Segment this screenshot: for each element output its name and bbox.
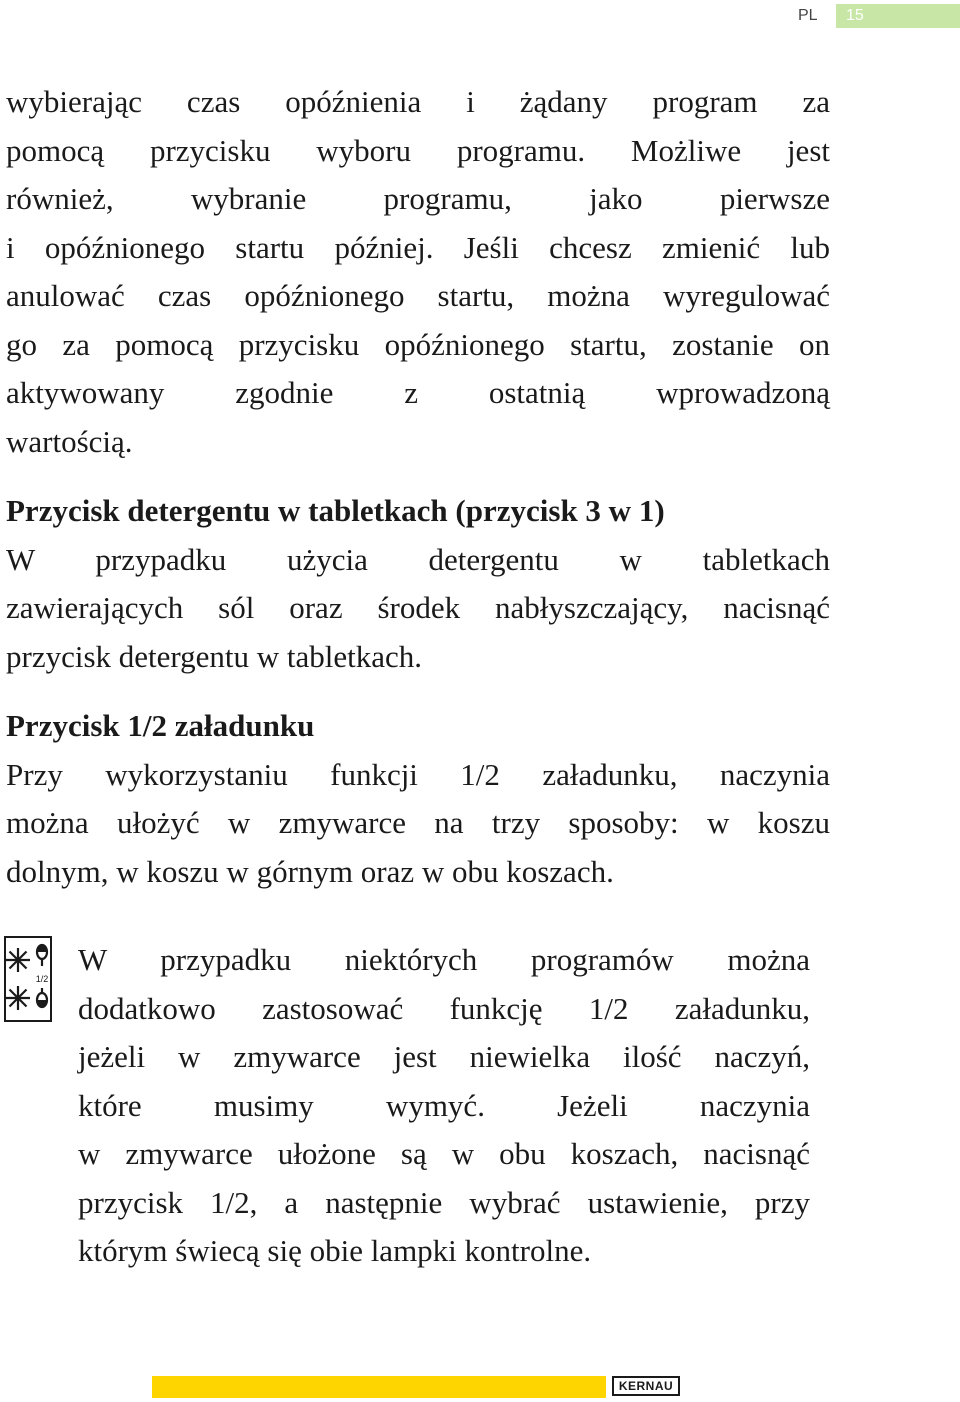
brand-logo: KERNAU xyxy=(612,1376,680,1396)
text-line: zawierających sól oraz środek nabłyszczający, nacisnąć xyxy=(6,590,830,625)
text-line: dodatkowo zastosować funkcję 1/2 załadunku, xyxy=(78,990,810,1026)
footer-bar xyxy=(152,1376,606,1398)
text-line: go za pomocą przycisku opóźnionego startu, zostanie on xyxy=(6,326,830,362)
text-line: przycisk 1/2, a następnie wybrać ustawienie, przy xyxy=(78,1184,810,1220)
text-line: w zmywarce ułożone są w obu koszach, nacisnąć xyxy=(78,1136,810,1171)
text-line: dolnym, w koszu w górnym oraz w obu koszach. xyxy=(6,853,614,889)
half-load-symbol-icon xyxy=(6,938,50,1020)
text-line: które musimy wymyć. Jeżeli naczynia xyxy=(78,1087,810,1123)
text-line: wybierając czas opóźnienia i żądany program za xyxy=(6,84,830,119)
text-line: którym świecą się obie lampki kontrolne. xyxy=(78,1233,592,1268)
text-line: aktywowany zgodnie z ostatnią wprowadzoną xyxy=(6,375,830,410)
page-number-tab xyxy=(836,4,960,28)
text-line: jeżeli w zmywarce jest niewielka ilość naczyń, xyxy=(78,1039,810,1074)
half-load-icon xyxy=(4,936,52,1022)
text-line: przycisk detergentu w tabletkach. xyxy=(6,638,423,674)
text-line: wartością. xyxy=(6,423,133,459)
text-line: pomocą przycisku wyboru programu. Możliwe jest xyxy=(6,132,830,168)
half-load-note xyxy=(78,936,810,1276)
text-line: i opóźnionego startu później. Jeśli chcesz zmienić lub xyxy=(6,229,830,265)
section-heading: Przycisk 1/2 załadunku xyxy=(6,708,315,743)
section-half-load xyxy=(6,702,830,896)
text-line: anulować czas opóźnionego startu, można wyregulować xyxy=(6,278,830,313)
half-load-icon-label: 1/2 xyxy=(35,974,49,984)
text-line: W przypadku niektórych programów można xyxy=(78,942,810,977)
intro-paragraph xyxy=(6,78,830,466)
section-heading: Przycisk detergentu w tabletkach (przycisk 3 w 1) xyxy=(6,493,665,528)
page-header xyxy=(0,0,960,32)
language-code: PL xyxy=(798,7,818,24)
text-line: Przy wykorzystaniu funkcji 1/2 załadunku, naczynia xyxy=(6,756,830,792)
page-number: 15 xyxy=(846,7,864,24)
text-line: W przypadku użycia detergentu w tabletkach xyxy=(6,541,830,577)
text-line: również, wybranie programu, jako pierwsze xyxy=(6,181,830,216)
section-tablet-detergent xyxy=(6,487,830,681)
text-line: można ułożyć w zmywarce na trzy sposoby: w koszu xyxy=(6,805,830,840)
